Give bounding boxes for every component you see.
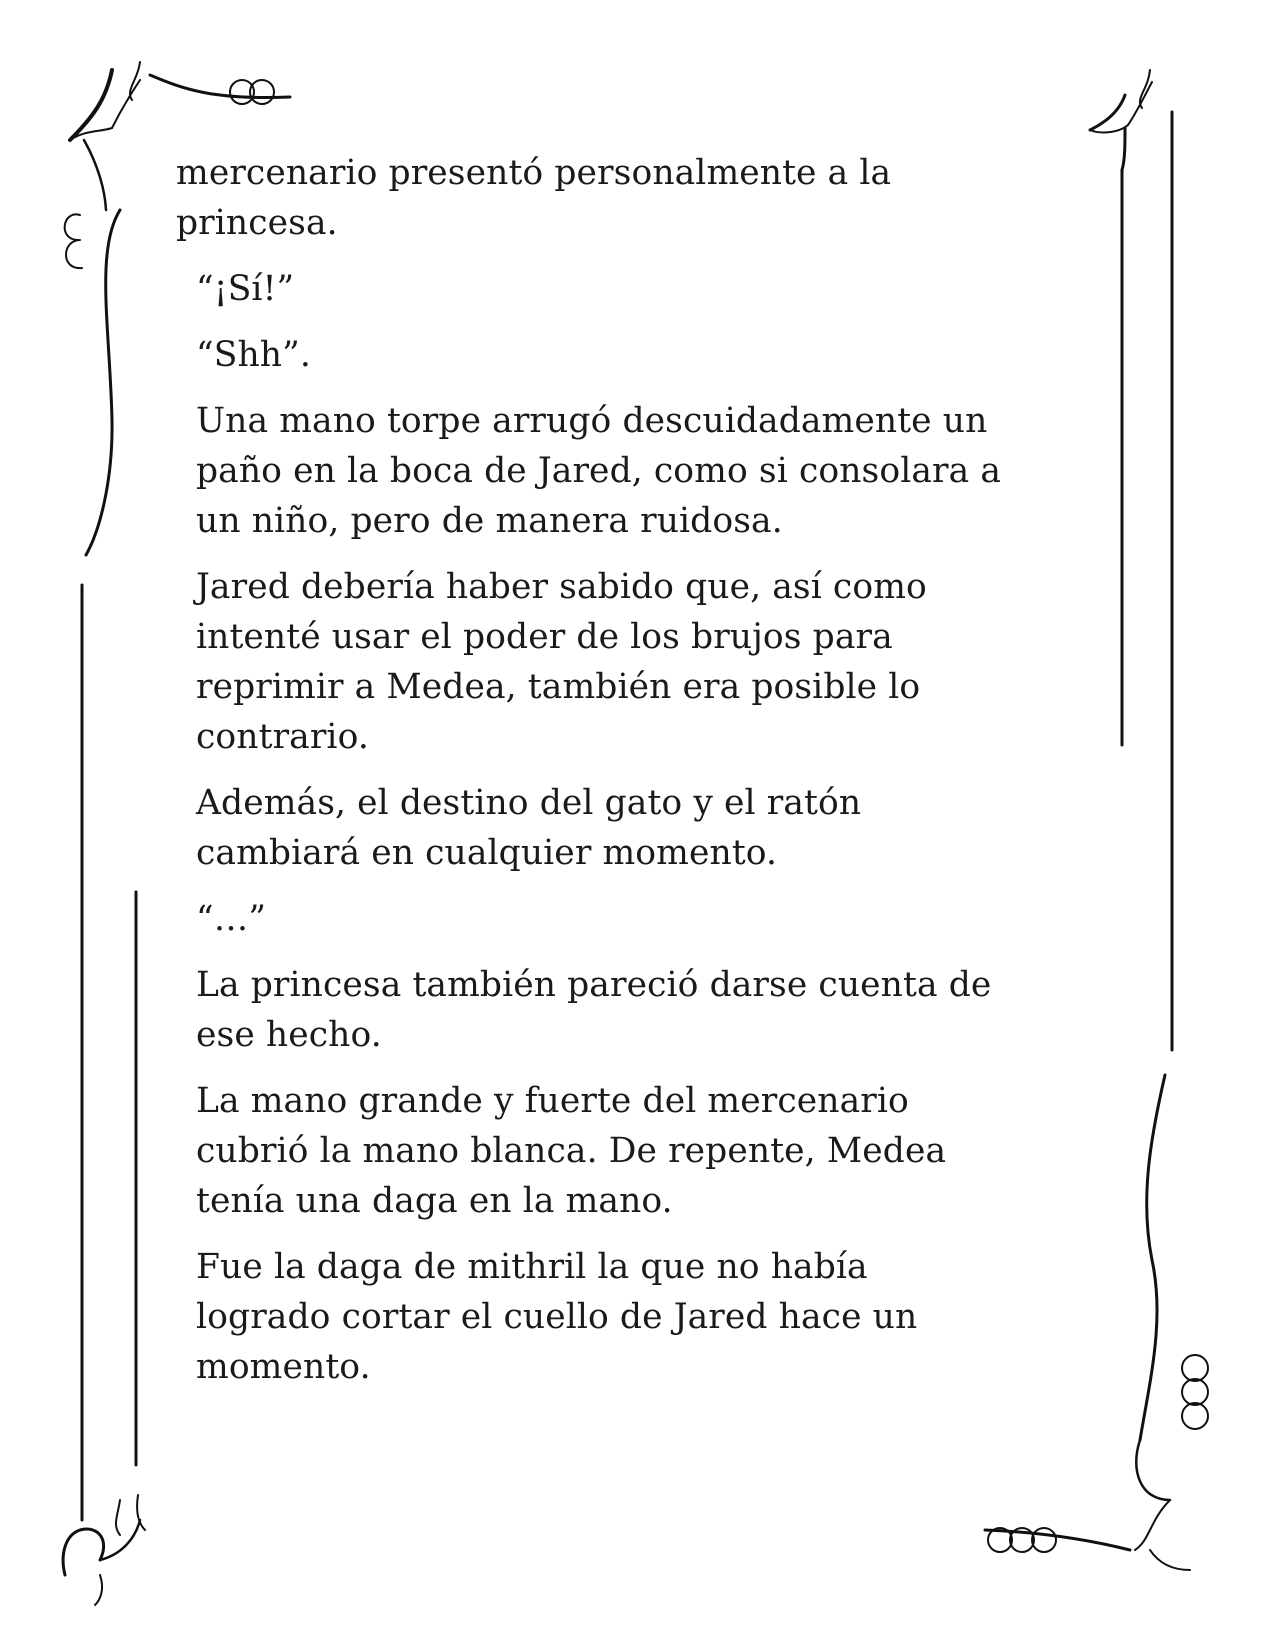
paragraph: “…” [196,899,267,939]
top-right-flourish [1090,70,1172,1050]
paragraph: Jared debería haber sabido que, así como intenté usar el poder de los brujos para reprimir a Medea, también era posible lo contrario. [196,567,927,757]
paragraph: Además, el destino del gato y el ratón cambiará en cualquier momento. [196,783,862,873]
paragraph: “¡Sí!” [196,269,295,309]
paragraph: mercenario presentó personalmente a la princesa. [176,153,892,243]
paragraph: Fue la daga de mithril la que no había logrado cortar el cuello de Jared hace un momento. [196,1247,918,1387]
paragraph: La princesa también pareció darse cuenta de ese hecho. [196,965,992,1055]
bottom-left-flourish [63,1495,145,1605]
paragraph: La mano grande y fuerte del mercenario cubrió la mano blanca. De repente, Medea tenía una daga en la mano. [196,1081,947,1221]
paragraph: Una mano torpe arrugó descuidadamente un paño en la boca de Jared, como si consolara a un niño, pero de manera ruidosa. [196,401,1002,541]
paragraph: “Shh”. [196,335,311,375]
body-text [176,148,1076,1408]
